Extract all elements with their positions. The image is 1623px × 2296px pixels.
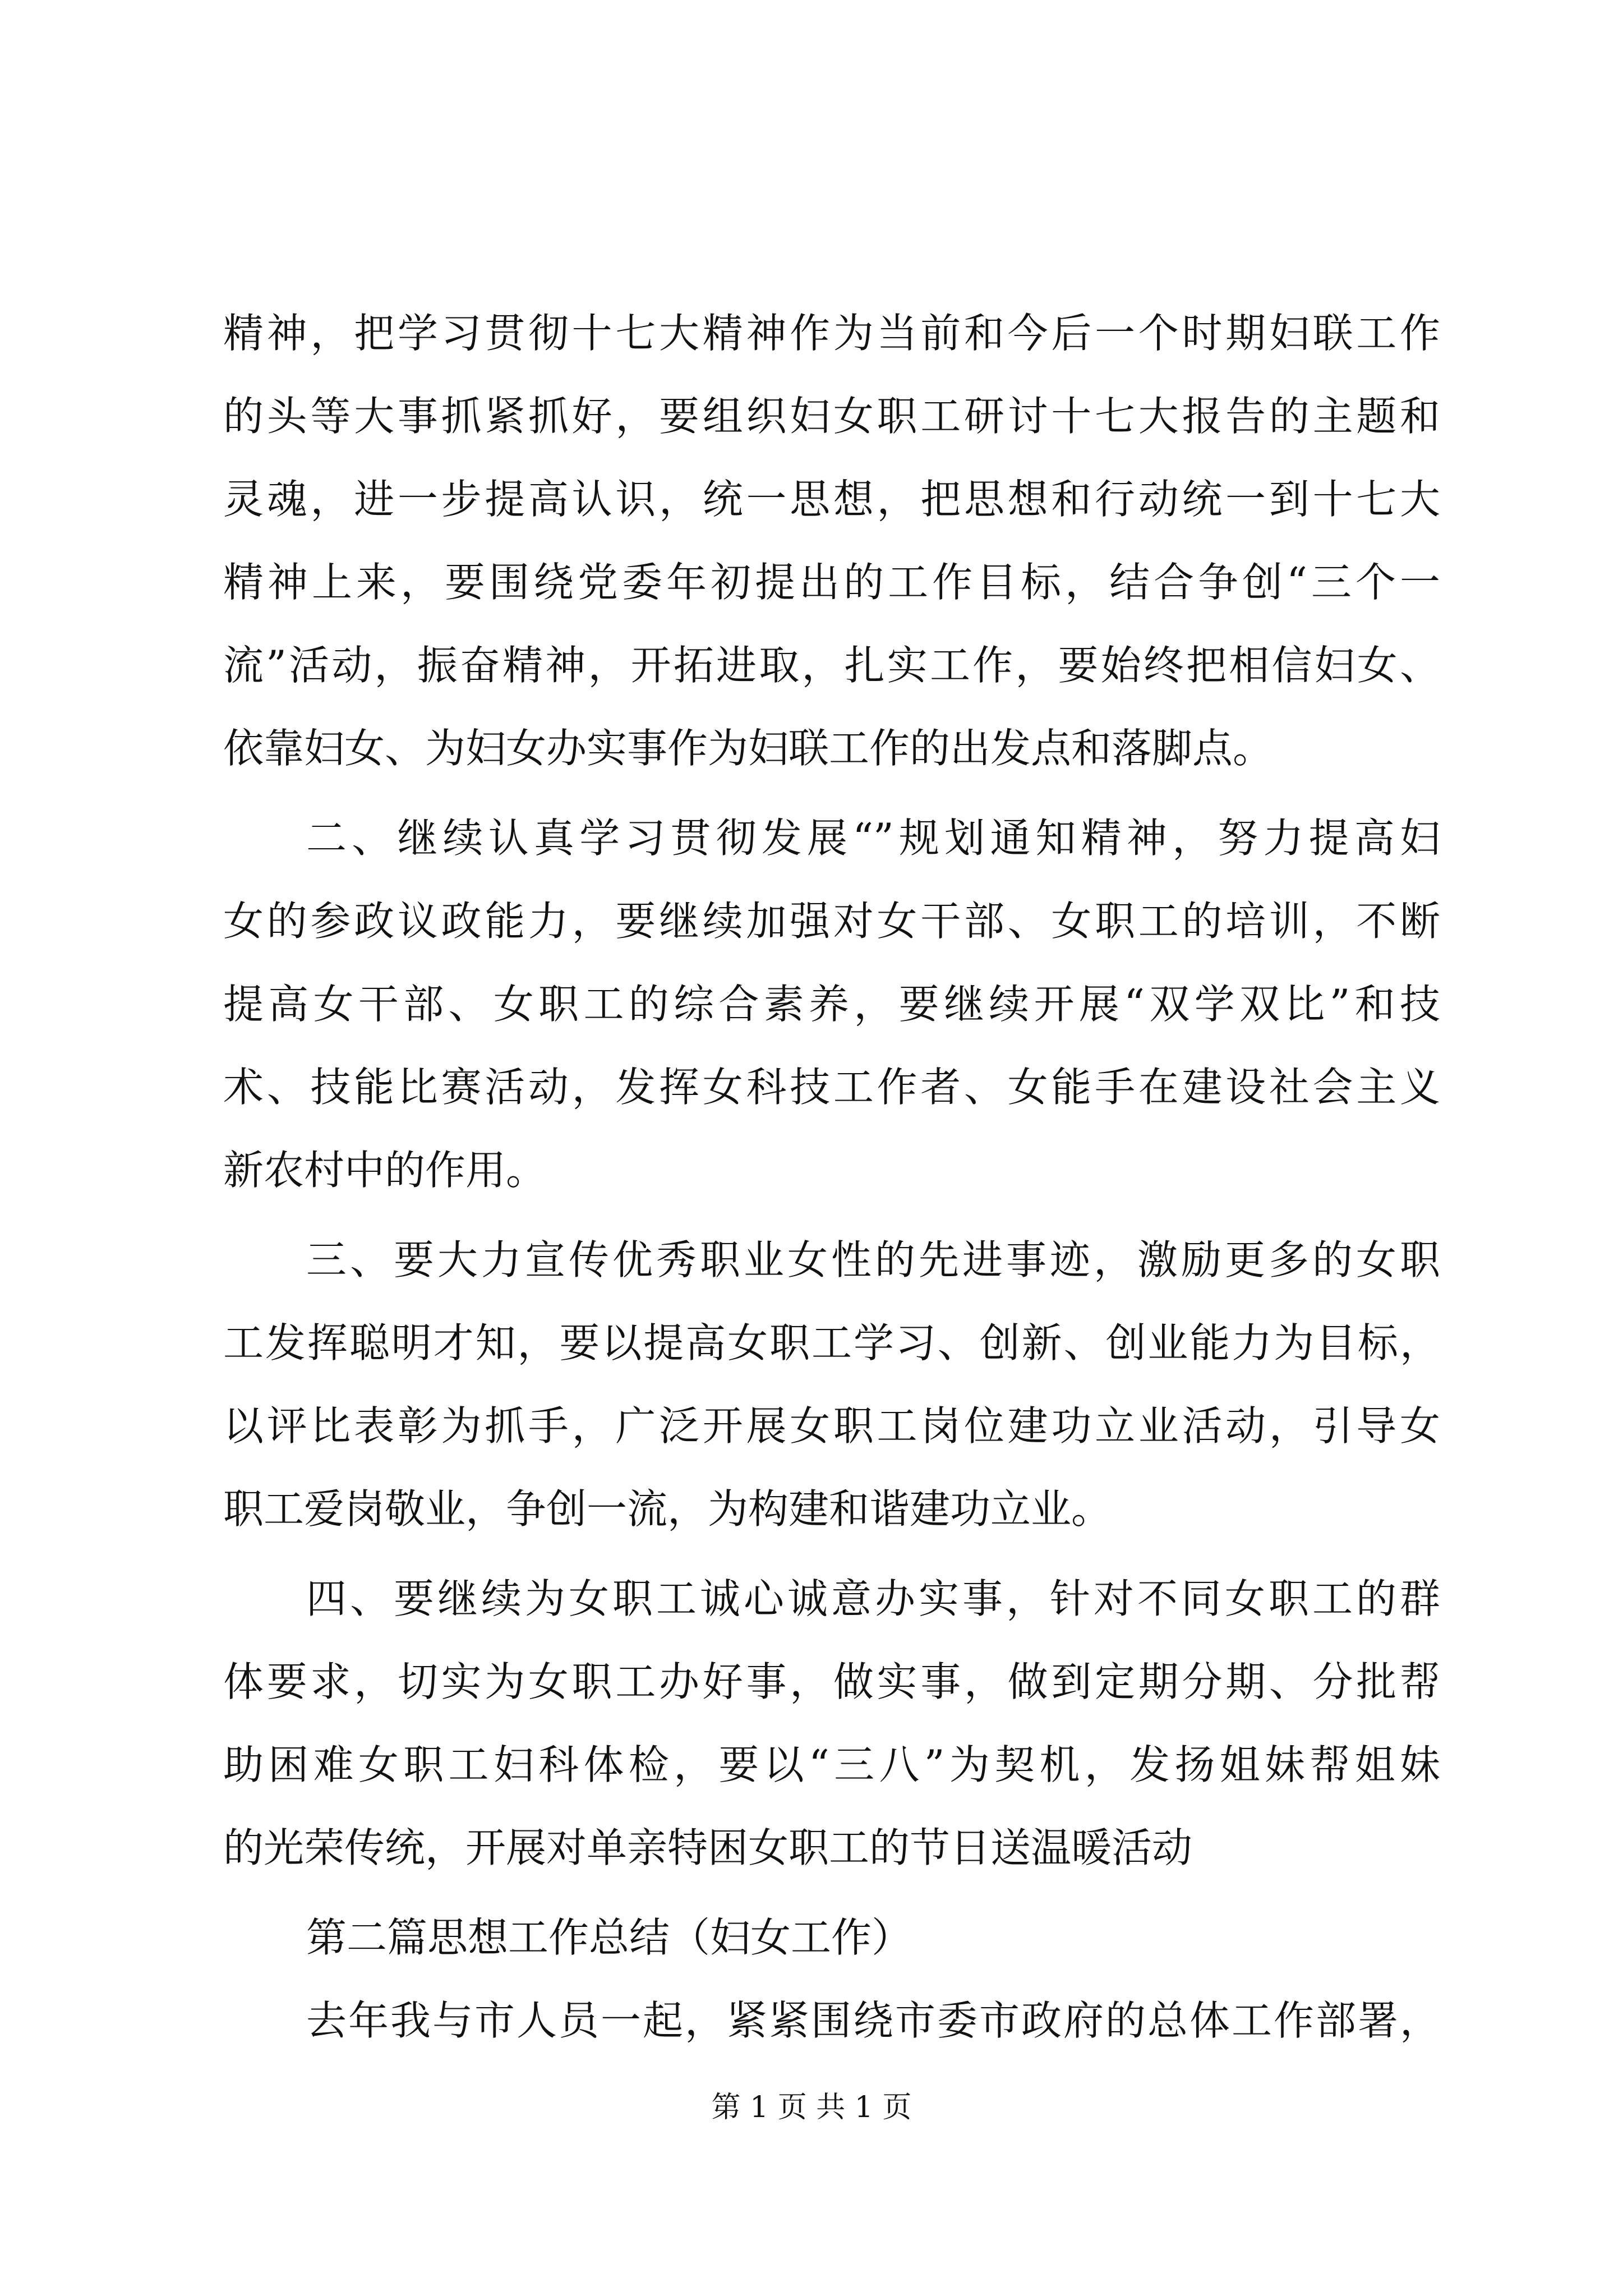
- text-line: 的光荣传统，开展对单亲特困女职工的节日送温暖活动: [223, 1824, 1193, 1871]
- paragraph-start-line: 去年我与市人员一起，紧紧围绕市委市政府的总体工作部署，: [306, 1997, 1440, 2044]
- text-line: 以评比表彰为抓手，广泛开展女职工岗位建功立业活动，引导女: [223, 1402, 1440, 1450]
- text-line: 新农村中的作用。: [223, 1147, 547, 1194]
- text-line: 体要求，切实为女职工办好事，做实事，做到定期分期、分批帮: [223, 1658, 1440, 1705]
- text-line: 流”活动，振奋精神，开拓进取，扎实工作，要始终把相信妇女、: [223, 642, 1440, 689]
- text-line: 女的参政议政能力，要继续加强对女干部、女职工的培训，不断: [223, 898, 1440, 945]
- text-line: 工发挥聪明才知，要以提高女职工学习、创新、创业能力为目标，: [223, 1319, 1440, 1366]
- section-heading: 第二篇思想工作总结（妇女工作）: [306, 1914, 912, 1961]
- paragraph-start-line: 三、要大力宣传优秀职业女性的先进事迹，激励更多的女职: [306, 1236, 1440, 1283]
- text-line: 精神上来，要围绕党委年初提出的工作目标，结合争创“三个一: [223, 559, 1440, 606]
- text-line: 精神，把学习贯彻十七大精神作为当前和今后一个时期妇联工作: [223, 310, 1440, 357]
- text-line: 的头等大事抓紧抓好，要组织妇女职工研讨十七大报告的主题和: [223, 393, 1440, 440]
- text-line: 灵魂，进一步提高认识，统一思想，把思想和行动统一到十七大: [223, 476, 1440, 523]
- text-line: 助困难女职工妇科体检，要以“三八”为契机，发扬姐妹帮姐妹: [223, 1741, 1440, 1788]
- text-line: 提高女干部、女职工的综合素养，要继续开展“双学双比”和技: [223, 981, 1440, 1028]
- text-line: 职工爱岗敬业，争创一流，为构建和谐建功立业。: [223, 1485, 1112, 1533]
- page-number-footer: 第 1 页 共 1 页: [711, 2091, 912, 2124]
- text-line: 术、技能比赛活动，发挥女科技工作者、女能手在建设社会主义: [223, 1064, 1440, 1111]
- paragraph-start-line: 四、要继续为女职工诚心诚意办实事，针对不同女职工的群: [306, 1575, 1440, 1622]
- text-line: 依靠妇女、为妇女办实事作为妇联工作的出发点和落脚点。: [223, 725, 1274, 772]
- document-body: [223, 292, 1440, 2062]
- paragraph-start-line: 二、继续认真学习贯彻发展“”规划通知精神，努力提高妇: [306, 815, 1440, 862]
